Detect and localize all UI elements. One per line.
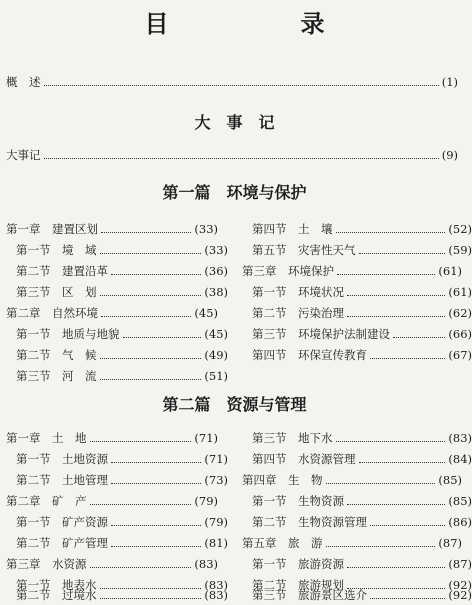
toc-entry-page: (87) [438, 536, 462, 550]
toc-entry-label: 第四节 环保宣传教育 [252, 348, 367, 362]
leader-dots [347, 294, 445, 296]
leader-dots [100, 597, 202, 599]
leader-dots [370, 597, 445, 599]
toc-entry-section[interactable] [6, 470, 228, 490]
toc-entry-section[interactable] [242, 428, 472, 448]
leader-dots [359, 461, 446, 463]
leader-dots [44, 84, 439, 86]
toc-entry-page: (87) [448, 557, 472, 571]
leader-dots [337, 273, 435, 275]
toc-entry-chapter[interactable] [6, 428, 218, 448]
toc-entry-page: (83) [448, 431, 472, 445]
toc-entry-section[interactable] [242, 345, 472, 365]
toc-entry-label: 第一节 生物资源 [252, 494, 344, 508]
leader-dots [347, 503, 445, 505]
toc-entry-page: (83) [194, 557, 218, 571]
leader-dots [336, 440, 446, 442]
leader-dots [101, 315, 191, 317]
leader-dots [100, 378, 202, 380]
toc-entry-section[interactable] [6, 324, 228, 344]
leader-dots [336, 231, 446, 233]
toc-entry-page: (59) [448, 243, 472, 257]
toc-entry-label: 第五章 旅 游 [242, 536, 323, 550]
leader-dots [347, 566, 445, 568]
toc-entry-section[interactable] [6, 366, 228, 386]
toc-entry-section[interactable] [242, 491, 472, 511]
toc-entry-page: (81) [204, 536, 228, 550]
leader-dots [90, 566, 192, 568]
toc-entry-label: 第二节 旅游规划 [252, 578, 344, 592]
toc-entry-label: 第四节 土 壤 [252, 222, 333, 236]
toc-entry-page: (61) [448, 285, 472, 299]
toc-entry-section[interactable] [242, 219, 472, 239]
toc-entry-label: 第一章 建置区划 [6, 222, 98, 236]
toc-entry-page: (33) [204, 243, 228, 257]
leader-dots [111, 461, 201, 463]
toc-entry-page: (85) [448, 494, 472, 508]
toc-entry-label: 第二节 生物资源管理 [252, 515, 367, 529]
toc-entry-page: (45) [194, 306, 218, 320]
toc-entry-label: 第二节 建置沿革 [16, 264, 108, 278]
toc-entry-label: 第三节 区 划 [16, 285, 97, 299]
toc-entry-page: (33) [194, 222, 218, 236]
toc-entry-label: 第三章 水资源 [6, 557, 87, 571]
toc-entry-page: (84) [448, 452, 472, 466]
toc-entry-page: (1) [441, 75, 458, 89]
toc-entry-label: 大事记 [6, 148, 41, 162]
toc-entry-page: (83) [204, 578, 228, 592]
toc-entry-page: (73) [204, 473, 228, 487]
toc-entry-label: 第三节 环境保护法制建设 [252, 327, 390, 341]
leader-dots [111, 273, 201, 275]
toc-entry-page: (79) [194, 494, 218, 508]
toc-entry-label: 第一节 地质与地貌 [16, 327, 120, 341]
leader-dots [111, 545, 201, 547]
leader-dots [370, 524, 445, 526]
toc-entry-page: (71) [194, 431, 218, 445]
leader-dots [111, 482, 201, 484]
toc-entry-page: (66) [448, 327, 472, 341]
toc-entry-label: 概 述 [6, 75, 41, 89]
leader-dots [100, 357, 202, 359]
toc-entry-chapter[interactable] [242, 261, 462, 281]
toc-entry-section[interactable] [6, 240, 228, 260]
toc-entry-label: 第一节 土地资源 [16, 452, 108, 466]
toc-entry-label: 第一节 矿产资源 [16, 515, 108, 529]
toc-entry-chapter[interactable] [6, 303, 218, 323]
leader-dots [347, 315, 445, 317]
toc-entry-label: 第二节 矿产管理 [16, 536, 108, 550]
toc-entry-page: (51) [204, 369, 228, 383]
leader-dots [111, 524, 201, 526]
toc-entry-label: 第二章 自然环境 [6, 306, 98, 320]
leader-dots [359, 252, 446, 254]
toc-entry-section[interactable] [6, 261, 228, 281]
toc-entry-label: 第一节 旅游资源 [252, 557, 344, 571]
toc-entry-label: 第一节 环境状况 [252, 285, 344, 299]
toc-entry-chapter[interactable] [6, 554, 218, 574]
toc-entry-page: (62) [448, 306, 472, 320]
toc-entry-label: 第一节 地表水 [16, 578, 97, 592]
toc-entry-section[interactable] [242, 449, 472, 469]
toc-entry-section[interactable] [6, 345, 228, 365]
toc-entry-chapter[interactable] [242, 470, 462, 490]
toc-entry-section[interactable] [242, 282, 472, 302]
toc-entry-label: 第一章 土 地 [6, 431, 87, 445]
toc-entry-page: (79) [204, 515, 228, 529]
toc-entry-chapter[interactable] [6, 219, 218, 239]
toc-entry-page: (36) [204, 264, 228, 278]
leader-dots [100, 252, 202, 254]
toc-entry-label: 第二节 污染治理 [252, 306, 344, 320]
toc-entry-label: 第二章 矿 产 [6, 494, 87, 508]
toc-entry-page: (85) [438, 473, 462, 487]
toc-entry-label: 第二节 气 候 [16, 348, 97, 362]
toc-entry-label: 第三节 河 流 [16, 369, 97, 383]
toc-entry-section[interactable] [6, 449, 228, 469]
leader-dots [123, 336, 202, 338]
section-heading-part2: 第二篇 资源与管理 [162, 395, 307, 414]
leader-dots [370, 357, 445, 359]
toc-entry-page: (92) [448, 578, 472, 592]
toc-entry-section[interactable] [6, 512, 228, 532]
toc-entry-page: (86) [448, 515, 472, 529]
toc-entry-section[interactable] [242, 554, 472, 574]
toc-entry-label: 第四节 水资源管理 [252, 452, 356, 466]
leader-dots [101, 231, 191, 233]
toc-entry-chapter[interactable] [6, 491, 218, 511]
toc-entry-label: 第一节 境 域 [16, 243, 97, 257]
toc-entry-section[interactable] [242, 512, 472, 532]
toc-entry-label: 第五节 灾害性天气 [252, 243, 356, 257]
toc-entry-section[interactable] [242, 590, 472, 600]
leader-dots [326, 545, 436, 547]
toc-entry-section[interactable] [242, 240, 472, 260]
toc-entry-page: (83) [204, 588, 228, 602]
section-heading-part1: 第一篇 环境与保护 [162, 183, 307, 202]
toc-entry-page: (52) [448, 222, 472, 236]
toc-entry-label: 第三节 旅游景区选介 [252, 588, 367, 602]
toc-entry-label: 第二节 土地管理 [16, 473, 108, 487]
toc-entry-section[interactable] [6, 533, 228, 553]
toc-entry-chapter[interactable] [242, 533, 462, 553]
toc-entry-section[interactable] [242, 303, 472, 323]
leader-dots [90, 440, 192, 442]
leader-dots [100, 294, 202, 296]
toc-entry-section[interactable] [6, 590, 228, 600]
toc-entry-page: (49) [204, 348, 228, 362]
section-heading-events: 大 事 记 [194, 113, 275, 132]
toc-entry-page: (61) [438, 264, 462, 278]
toc-entry-label: 第四章 生 物 [242, 473, 323, 487]
leader-dots [393, 336, 445, 338]
page-title: 目 录 [144, 10, 353, 38]
leader-dots [100, 587, 202, 589]
toc-entry-events[interactable] [6, 145, 458, 165]
toc-entry-page: (92) [448, 588, 472, 602]
toc-entry-page: (38) [204, 285, 228, 299]
leader-dots [44, 157, 439, 159]
toc-entry-label: 第三章 环境保护 [242, 264, 334, 278]
leader-dots [90, 503, 192, 505]
leader-dots [326, 482, 436, 484]
toc-entry-label: 第三节 地下水 [252, 431, 333, 445]
toc-entry-section[interactable] [242, 324, 472, 344]
toc-entry-page: (71) [204, 452, 228, 466]
toc-entry-section[interactable] [6, 282, 228, 302]
toc-entry-page: (45) [204, 327, 228, 341]
toc-entry-page: (9) [441, 148, 458, 162]
toc-entry-label: 第二节 过境水 [16, 588, 97, 602]
toc-entry-page: (67) [448, 348, 472, 362]
toc-entry-overview[interactable] [6, 72, 458, 92]
